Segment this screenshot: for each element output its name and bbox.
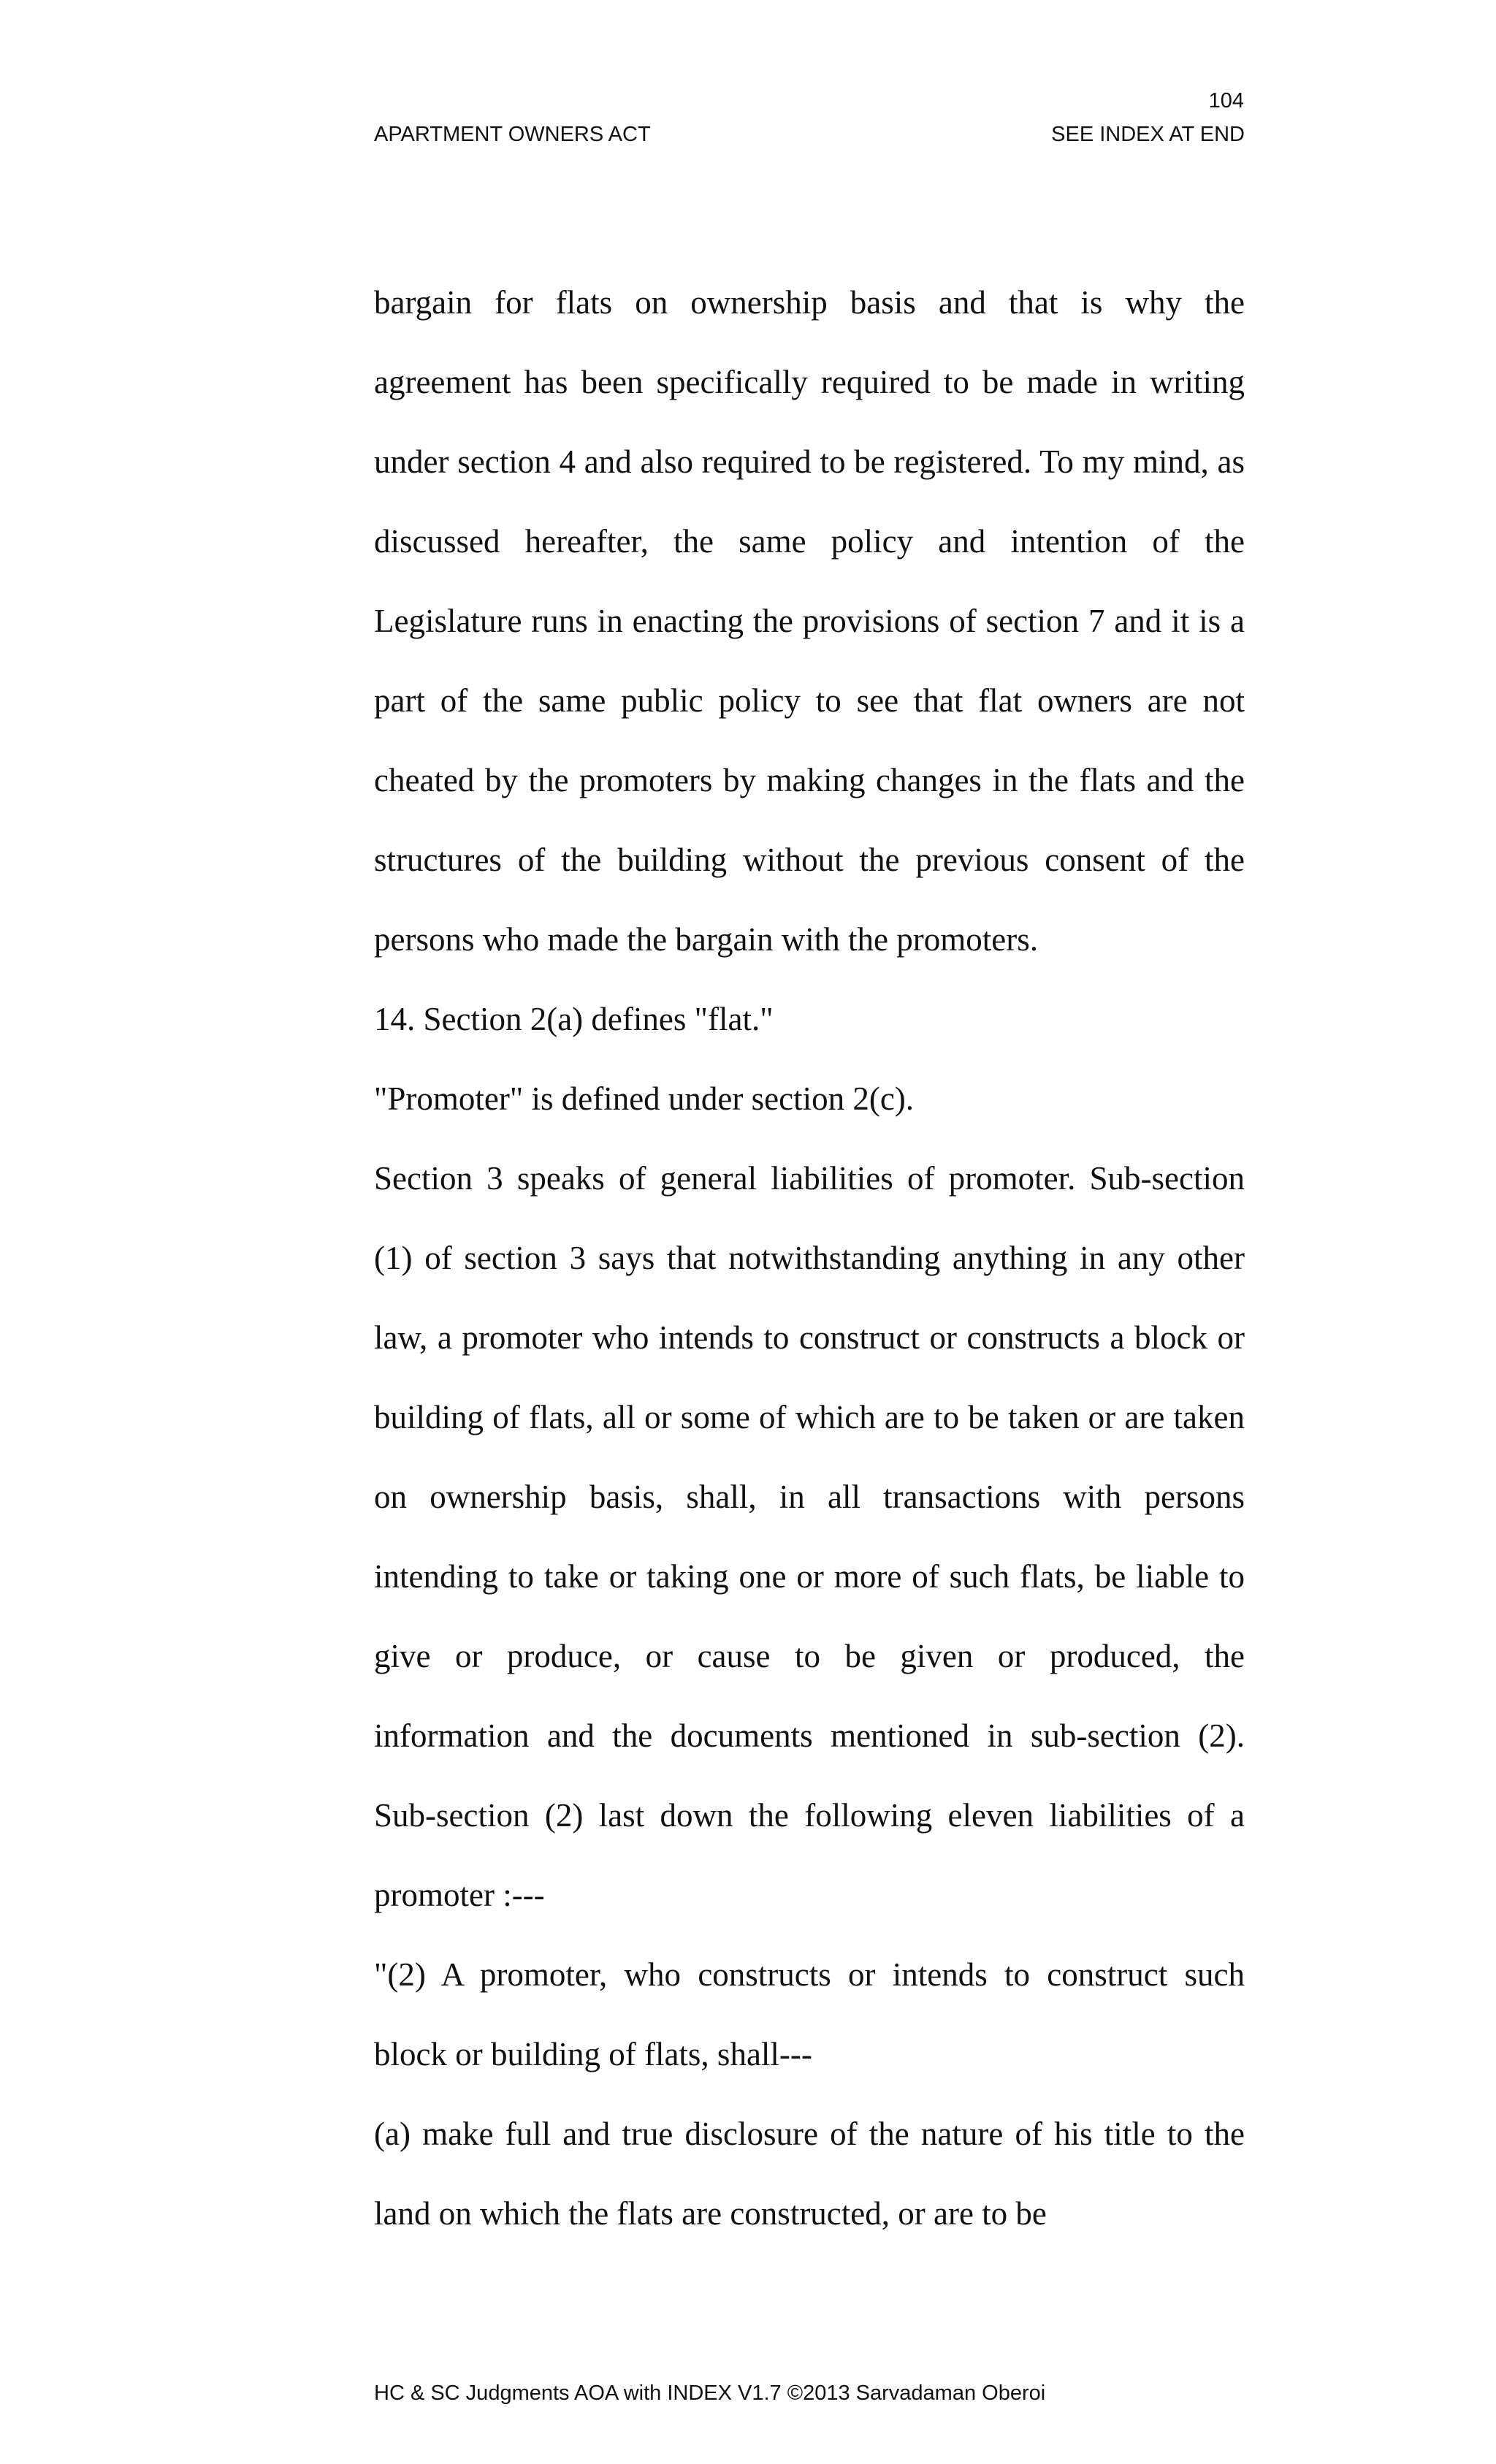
header-index-note: SEE INDEX AT END xyxy=(1051,123,1245,146)
page-number: 104 xyxy=(1208,89,1244,112)
document-body xyxy=(374,263,1245,2254)
paragraph-quoted-subsection-2: "(2) A promoter, who constructs or intends to construct such block or building of flats, shall--- xyxy=(374,1956,1245,2072)
paragraph-promoter-definition: "Promoter" is defined under section 2(c). xyxy=(374,1080,915,1117)
paragraph-section-3: Section 3 speaks of general liabilities of promoter. Sub-section (1) of section 3 says that notwithstanding anything in any other law, a promoter who intends to construct or constructs a block or building of flats, all or some of which are to be taken or are taken on ownership basis, shall, in all transactions with persons intending to take or taking one or more of such flats, be liable to give or produce, or cause to be given or produced, the information and the documents mentioned in sub-section (2). Sub-section (2) last down the following eleven liabilities of a promoter :--- xyxy=(374,1160,1245,1913)
page-footer: HC & SC Judgments AOA with INDEX V1.7 ©2013 Sarvadaman Oberoi xyxy=(374,2381,1046,2405)
header-title: APARTMENT OWNERS ACT xyxy=(374,123,651,146)
running-header xyxy=(374,124,1245,145)
paragraph-section-14: 14. Section 2(a) defines "flat." xyxy=(374,1001,774,1037)
paragraph-continuation: bargain for flats on ownership basis and that is why the agreement has been specifically required to be made in writing under section 4 and also required to be registered. To my mind, as discussed hereafter, the same policy and intention of the Legislature runs in enacting the provisions of section 7 and it is a part of the same public policy to see that flat owners are not cheated by the promoters by making changes in the flats and the structures of the building without the previous consent of the persons who made the bargain with the promoters. xyxy=(374,284,1245,958)
paragraph-clause-a: (a) make full and true disclosure of the nature of his title to the land on which the flats are constructed, or are to be xyxy=(374,2116,1245,2232)
